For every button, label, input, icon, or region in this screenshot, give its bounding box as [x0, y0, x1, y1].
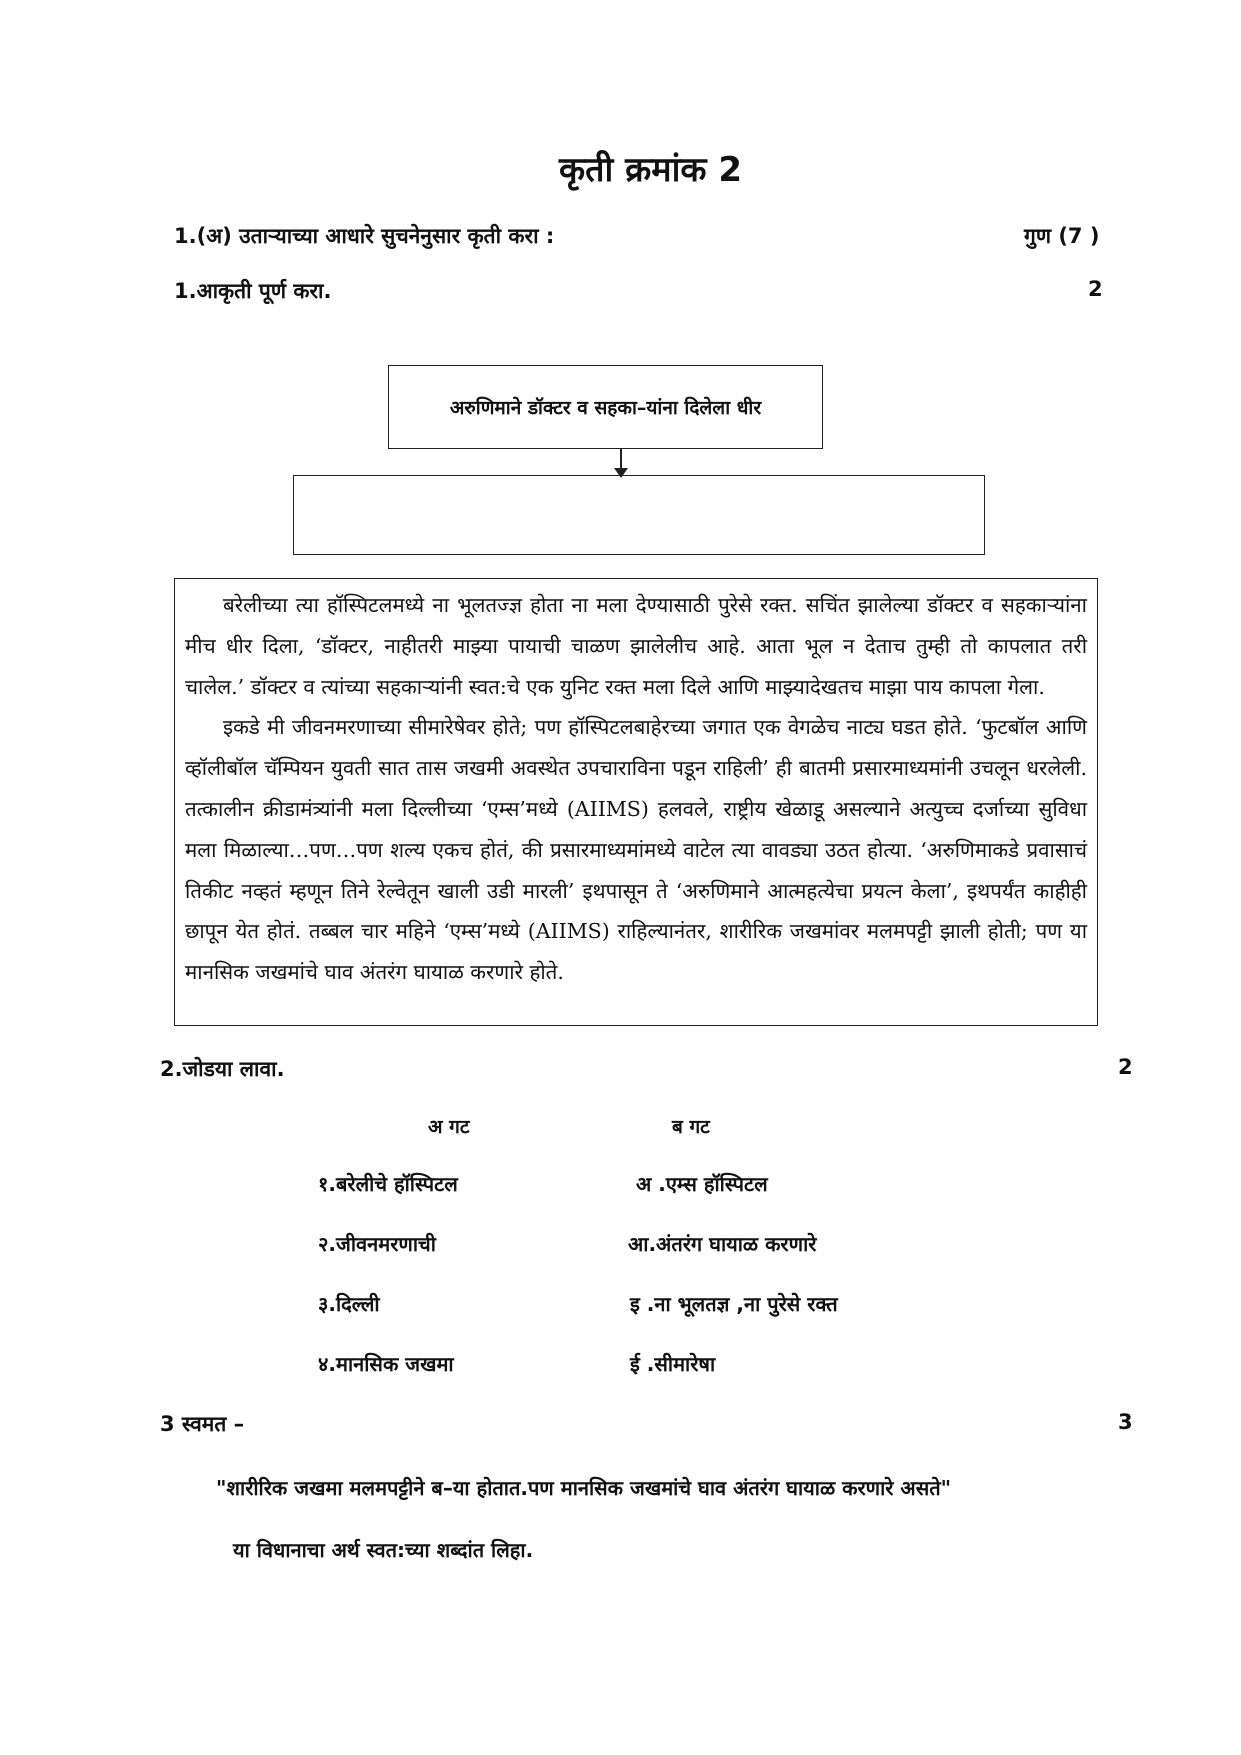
match-a-item-4: ४.मानसिक जखमा: [318, 1352, 454, 1376]
diagram-top-box: [388, 365, 823, 449]
passage-paragraph-1: बरेलीच्या त्या हॉस्पिटलमध्ये ना भूलतज्ज्ञ होता ना मला देण्यासाठी पुरेसे रक्त. सचिंत झालेल्या डॉक्टर व सहकाऱ्यांना मीच धीर दिला, ‘डॉक्टर, नाहीतरी माझ्या पायाची चाळण झालेलीच आहे. आता भूल न देताच तुम्ही तो कापलात तरी चालेल.’ डॉक्टर व त्यांच्या सहकाऱ्यांनी स्वत:चे एक युनिट रक्त मला दिले आणि माझ्यादेखतच माझा पाय कापला गेला.: [185, 593, 1087, 699]
subquestion-1-label: 1.आकृती पूर्ण करा.: [174, 279, 332, 303]
question-2-label: 2.जोडया लावा.: [160, 1057, 285, 1081]
question-2-marks: 2: [1118, 1055, 1133, 1079]
question-1-instruction: 1.(अ) उताऱ्याच्या आधारे सुचनेनुसार कृती करा :: [174, 224, 555, 248]
diagram-top-text: अरुणिमाने डॉक्टर व सहका–यांना दिलेला धीर: [449, 397, 762, 419]
question-3-quote: "शारीरिक जखमा मलमपट्टीने ब–या होतात.पण मानसिक जखमांचे घाव अंतरंग घायाळ करणारे असते": [216, 1476, 952, 1500]
page-title: कृती क्रमांक 2: [559, 150, 742, 190]
question-3-instruction: या विधानाचा अर्थ स्वत:च्या शब्दांत लिहा.: [233, 1538, 534, 1562]
diagram-answer-box[interactable]: [293, 475, 985, 555]
column-a-heading: अ गट: [428, 1116, 470, 1138]
question-3-marks: 3: [1118, 1410, 1133, 1434]
match-a-item-1: १.बरेलीचे हॉस्पिटल: [318, 1172, 458, 1196]
question-1-marks: गुण (7 ): [1024, 224, 1100, 248]
match-b-item-2: आ.अंतरंग घायाळ करणारे: [628, 1232, 817, 1256]
match-a-item-3: ३.दिल्ली: [318, 1292, 380, 1316]
passage-box: [174, 578, 1098, 1026]
match-b-item-3: इ .ना भूलतज्ञ ,ना पुरेसे रक्त: [630, 1292, 838, 1316]
match-a-item-2: २.जीवनमरणाची: [318, 1232, 436, 1256]
match-b-item-4: ई .सीमारेषा: [630, 1352, 716, 1376]
passage-paragraph-2: इकडे मी जीवनमरणाच्या सीमारेषेवर होते; पण हॉस्पिटलबाहेरच्या जगात एक वेगळेच नाट्य घडत होते. ‘फुटबॉल आणि व्हॉलीबॉल चॅम्पियन युवती सात तास जखमी अवस्थेत उपचाराविना पडून राहिली’ ही बातमी प्रसारमाध्यमांनी उचलून धरलेली. तत्कालीन क्रीडामंत्र्यांनी मला दिल्लीच्या ‘एम्स’मध्ये (AIIMS) हलवले, राष्ट्रीय खेळाडू असल्याने अत्युच्च दर्जाच्या सुविधा मला मिळाल्या…पण…पण शल्य एकच होतं, की प्रसारमाध्यमांमध्ये वाटेल त्या वावड्या उठत होत्या. ‘अरुणिमाकडे प्रवासाचं तिकीट नव्हतं म्हणून तिने रेल्वेतून खाली उडी मारली’ इथपासून ते ‘अरुणिमाने आत्महत्येचा प्रयत्न केला’, इथपर्यंत काहीही छापून येत होतं. तब्बल चार महिने ‘एम्स’मध्ये (AIIMS) राहिल्यानंतर, शारीरिक जखमांवर मलमपट्टी झाली होती; पण या मानसिक जखमांचे घाव अंतरंग घायाळ करणारे होते.: [185, 715, 1087, 985]
column-b-heading: ब गट: [672, 1116, 710, 1138]
question-3-label: 3 स्वमत –: [160, 1412, 245, 1436]
match-b-item-1: अ .एम्स हॉस्पिटल: [636, 1172, 768, 1196]
subquestion-1-marks: 2: [1088, 277, 1103, 301]
